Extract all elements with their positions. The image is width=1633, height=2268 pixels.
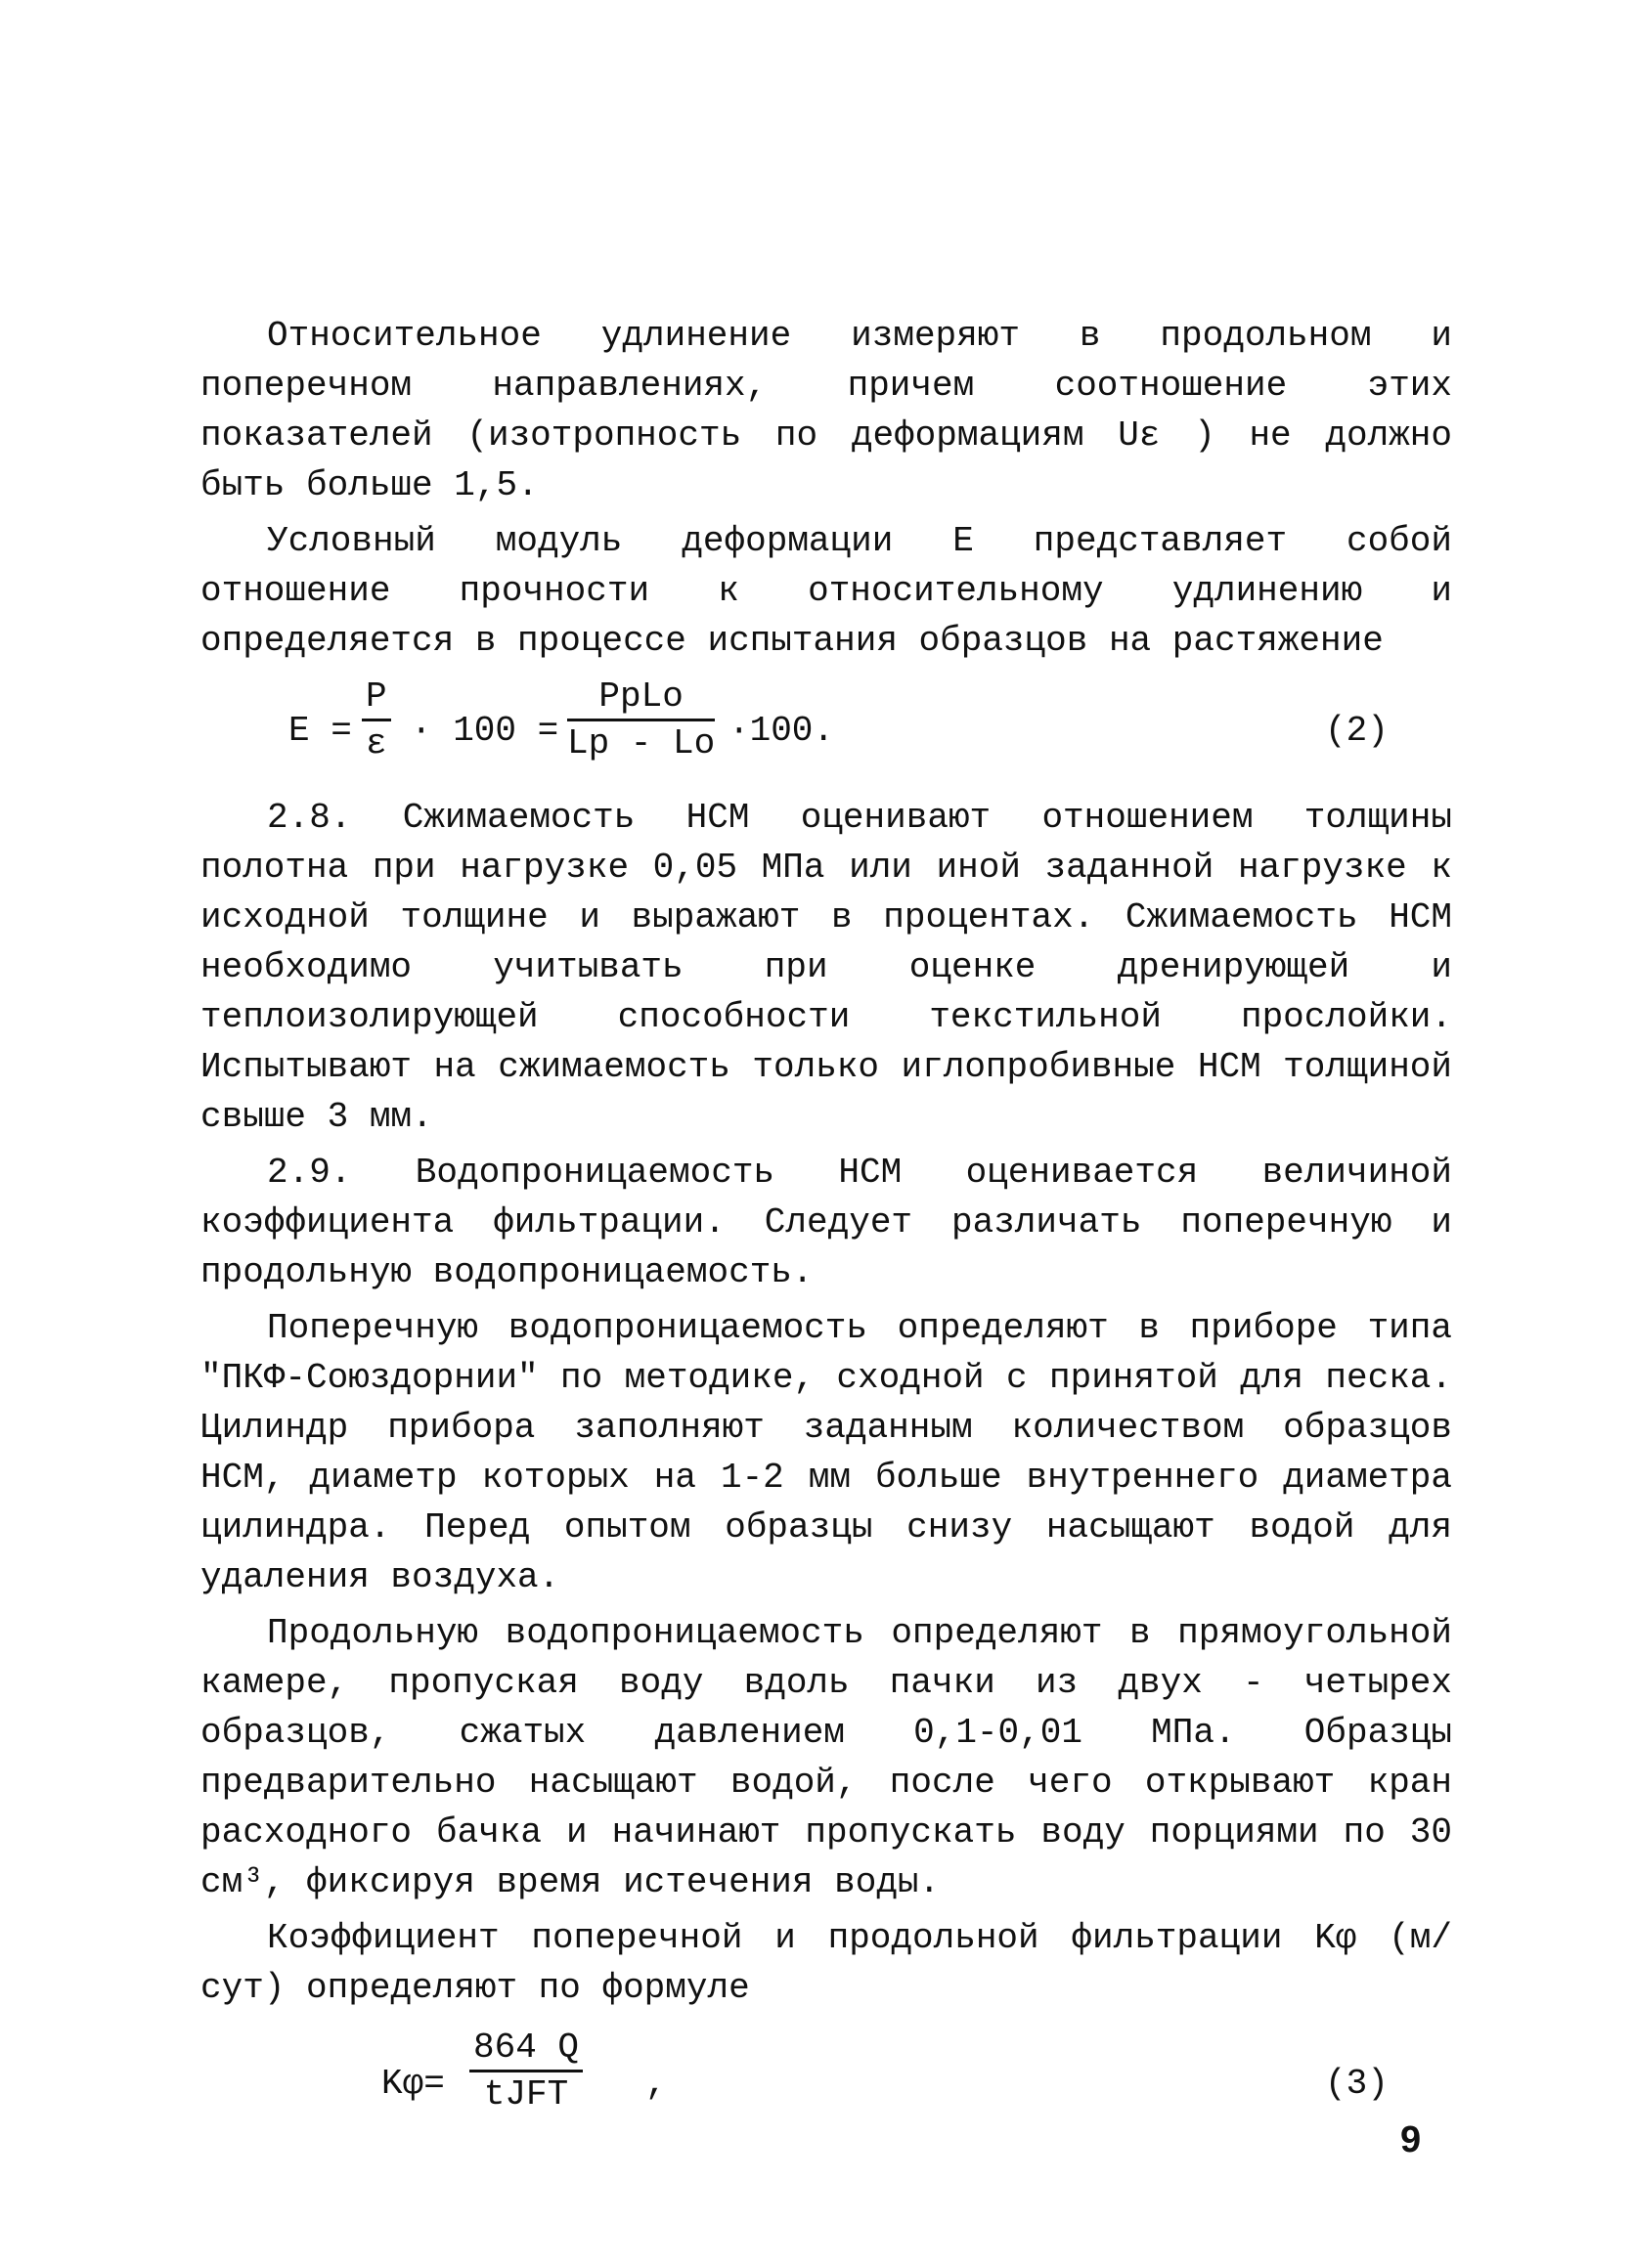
formula-2-fraction-2-denominator: Lp - Lo bbox=[567, 723, 716, 763]
paragraph-2-9-permeability: 2.9. Водопроницаемость НСМ оценивается величиной коэффициента фильтрации. Следует различать поперечную и продольную водопроницаемость. bbox=[200, 1153, 1452, 1292]
formula-2-fraction-2-numerator: PpLo bbox=[567, 677, 715, 721]
formula-2-fraction-1-numerator: P bbox=[362, 677, 391, 721]
paragraph-filtration-coefficient: Коэффициент поперечной и продольной фильтрации Kφ (м/сут) определяют по формуле bbox=[200, 1918, 1452, 2008]
paragraph-transverse-permeability: Поперечную водопроницаемость определяют в приборе типа "ПКФ-Союздорнии" по методике, сходной с принятой для песка. Цилиндр прибора заполняют заданным количеством образцов НСМ, диаметр которых на 1-2 мм больше внутреннего диаметра цилиндра. Перед опытом образцы снизу насыщают водой для удаления воздуха. bbox=[200, 1308, 1452, 1597]
formula-3-tail: , bbox=[645, 2064, 667, 2104]
formula-2-tail: ·100. bbox=[728, 711, 835, 751]
formula-2-fraction-1-denominator: ε bbox=[366, 723, 387, 763]
formula-3-lhs: Kφ= bbox=[381, 2064, 445, 2104]
page-number: 9 bbox=[1400, 2119, 1422, 2160]
formula-2-middle: · 100 = bbox=[411, 711, 559, 751]
paragraph-longitudinal-permeability: Продольную водопроницаемость определяют в прямоугольной камере, пропуская воду вдоль пачки из двух - четырех образцов, сжатых давлением 0,1-0,01 МПа. Образцы предварительно насыщают водой, после чего открывают кран расходного бачка и начинают пропускать воду порциями по 30 см³, фиксируя время истечения воды. bbox=[200, 1613, 1452, 1902]
page-body bbox=[200, 311, 1452, 2150]
formula-3-fraction bbox=[469, 2028, 583, 2115]
formula-3-denominator: tJFT bbox=[483, 2074, 569, 2115]
formula-3-number: (3) bbox=[1325, 2064, 1389, 2104]
formula-3-numerator: 864 Q bbox=[469, 2028, 583, 2072]
paragraph-relative-elongation: Относительное удлинение измеряют в продольном и поперечном направлениях, причем соотношение этих показателей (изотропность по деформациям Uε ) не должно быть больше 1,5. bbox=[200, 316, 1452, 505]
formula-2-number: (2) bbox=[1325, 711, 1389, 751]
formula-2-fraction-1 bbox=[362, 677, 391, 764]
formula-2 bbox=[200, 672, 1452, 787]
paragraph-deformation-modulus: Условный модуль деформации E представляет собой отношение прочности к относительному удлинению и определяется в процессе испытания образцов на растяжение bbox=[200, 521, 1452, 661]
formula-3 bbox=[200, 2023, 1452, 2150]
formula-2-lhs: E = bbox=[288, 711, 352, 751]
formula-2-fraction-2 bbox=[567, 677, 715, 764]
paragraph-2-8-compressibility: 2.8. Сжимаемость НСМ оценивают отношением толщины полотна при нагрузке 0,05 МПа или иной заданной нагрузке к исходной толщине и выражают в процентах. Сжимаемость НСМ необходимо учитывать при оценке дренирующей и теплоизолирующей способности текстильной прослойки. Испытывают на сжимаемость только иглопробивные НСМ толщиной свыше 3 мм. bbox=[200, 798, 1452, 1137]
